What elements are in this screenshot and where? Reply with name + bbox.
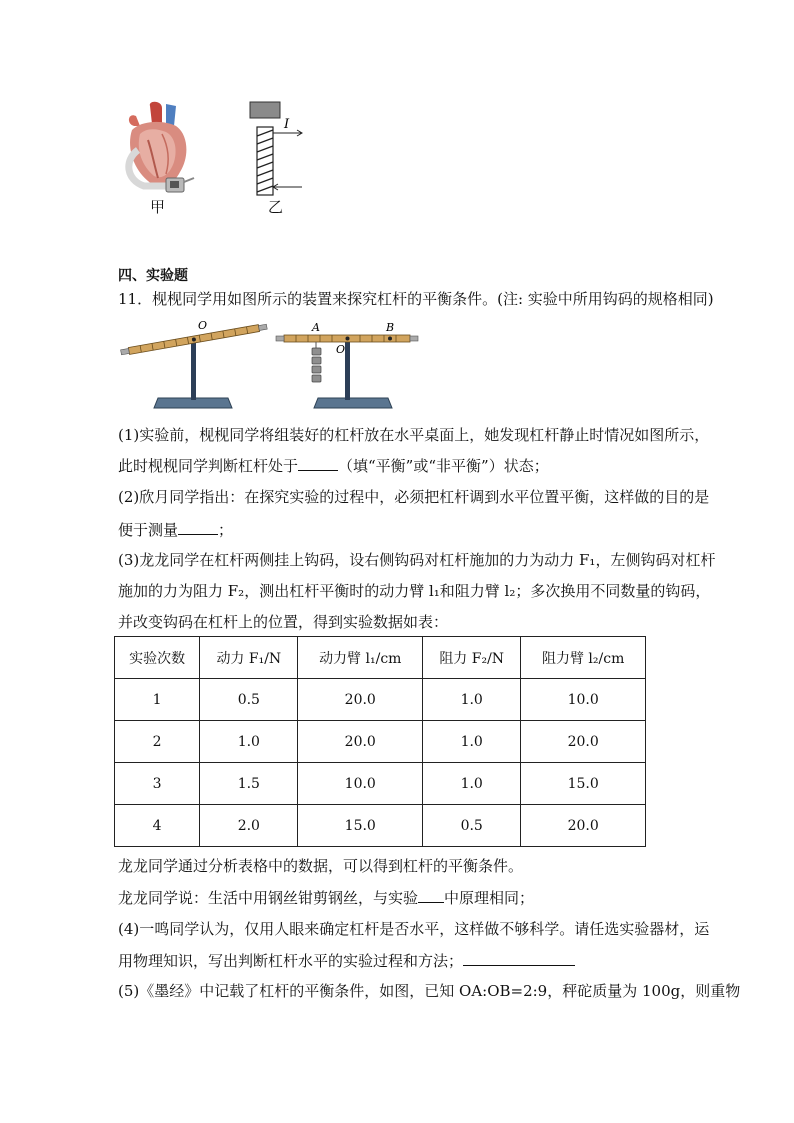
table-cell: 20.0	[521, 805, 646, 847]
part2-line1: (2)欣月同学指出：在探究实验的过程中，必须把杠杆调到水平位置平衡，这样做的目的是	[118, 488, 710, 506]
table-cell: 10.0	[521, 679, 646, 721]
part2-text-post: ；	[218, 521, 234, 539]
answer-blank-3[interactable]	[418, 886, 444, 903]
table-row	[115, 721, 646, 763]
part2-line2	[118, 518, 233, 541]
answer-blank-4[interactable]	[463, 949, 575, 966]
point-a-label: A	[312, 321, 320, 334]
table-row	[115, 679, 646, 721]
point-b-label: B	[386, 321, 395, 334]
table-row	[115, 805, 646, 847]
answer-blank-1[interactable]	[298, 454, 338, 471]
table-cell: 20.0	[298, 679, 423, 721]
table-cell: 0.5	[423, 805, 521, 847]
table-cell: 15.0	[298, 805, 423, 847]
table-cell: 3	[115, 763, 200, 805]
part1-line2	[118, 454, 549, 477]
table-cell: 1	[115, 679, 200, 721]
table-cell: 20.0	[521, 721, 646, 763]
part3-line2: 施加的力为阻力 F₂，测出杠杆平衡时的动力臂 l₁和阻力臂 l₂；多次换用不同数量的钩码，	[118, 582, 711, 600]
pivot-label-right: O	[336, 343, 346, 356]
table-cell: 1.0	[423, 763, 521, 805]
header-cell: 阻力臂 l₂/cm	[521, 637, 646, 679]
part1-line1: (1)实验前，枧枧同学将组装好的杠杆放在水平桌面上，她发现杠杆静止时情况如图所示，	[118, 426, 710, 444]
figure-caption-yi: 乙	[268, 198, 284, 216]
table-cell: 4	[115, 805, 200, 847]
header-cell: 阻力 F₂/N	[423, 637, 521, 679]
data-table	[114, 636, 646, 847]
table-cell: 0.5	[200, 679, 298, 721]
table-cell: 1.0	[200, 721, 298, 763]
after-table-text-post: 中原理相同；	[444, 889, 535, 907]
question-stem: 11．枧枧同学用如图所示的装置来探究杠杆的平衡条件。(注: 实验中所用钩码的规格相同)	[118, 290, 714, 308]
part3-line1: (3)龙龙同学在杠杆两侧挂上钩码，设右侧钩码对杠杆施加的力为动力 F₁，左侧钩码对杠杆	[118, 551, 716, 569]
part2-text-pre: 便于测量	[118, 521, 179, 539]
heart-figure	[118, 100, 198, 195]
part3-line3: 并改变钩码在杠杆上的位置，得到实验数据如表：	[118, 613, 449, 631]
table-header-row	[115, 637, 646, 679]
table-cell: 15.0	[521, 763, 646, 805]
part5-line1: (5)《墨经》中记载了杠杆的平衡条件，如图，已知 OA:OB=2:9，秤砣质量为 100g，则重物	[118, 982, 741, 1000]
table-cell: 2	[115, 721, 200, 763]
answer-blank-2[interactable]	[178, 518, 218, 535]
table-cell: 1.0	[423, 721, 521, 763]
table-cell: 20.0	[298, 721, 423, 763]
after-table-text-pre: 龙龙同学说：生活中用钢丝钳剪钢丝，与实验	[118, 889, 419, 907]
part4-line1: (4)一鸣同学认为，仅用人眼来确定杠杆是否水平，这样做不够科学。请任选实验器材，运	[118, 920, 710, 938]
header-cell: 动力臂 l₁/cm	[298, 637, 423, 679]
table-row	[115, 763, 646, 805]
section-title: 四、实验题	[118, 268, 188, 284]
table-cell: 2.0	[200, 805, 298, 847]
part4-line2	[118, 949, 575, 972]
part1-text-post: （填“平衡”或“非平衡”）状态；	[338, 457, 549, 475]
table-cell: 1.0	[423, 679, 521, 721]
after-table-line2	[118, 886, 534, 909]
pivot-label-left: O	[198, 319, 208, 332]
after-table-line1: 龙龙同学通过分析表格中的数据，可以得到杠杆的平衡条件。	[118, 857, 524, 875]
header-cell: 动力 F₁/N	[200, 637, 298, 679]
header-cell: 实验次数	[115, 637, 200, 679]
figure-caption-jia: 甲	[150, 198, 166, 216]
solenoid-figure	[244, 100, 314, 200]
part1-text-pre: 此时枧枧同学判断杠杆处于	[118, 457, 299, 475]
table-cell: 1.5	[200, 763, 298, 805]
lever-figure-tilted	[118, 318, 273, 413]
lever-figure-balanced	[272, 320, 422, 415]
part4-text-pre: 用物理知识，写出判断杠杆水平的实验过程和方法；	[118, 952, 464, 970]
table-cell: 10.0	[298, 763, 423, 805]
current-label: I	[284, 117, 290, 132]
